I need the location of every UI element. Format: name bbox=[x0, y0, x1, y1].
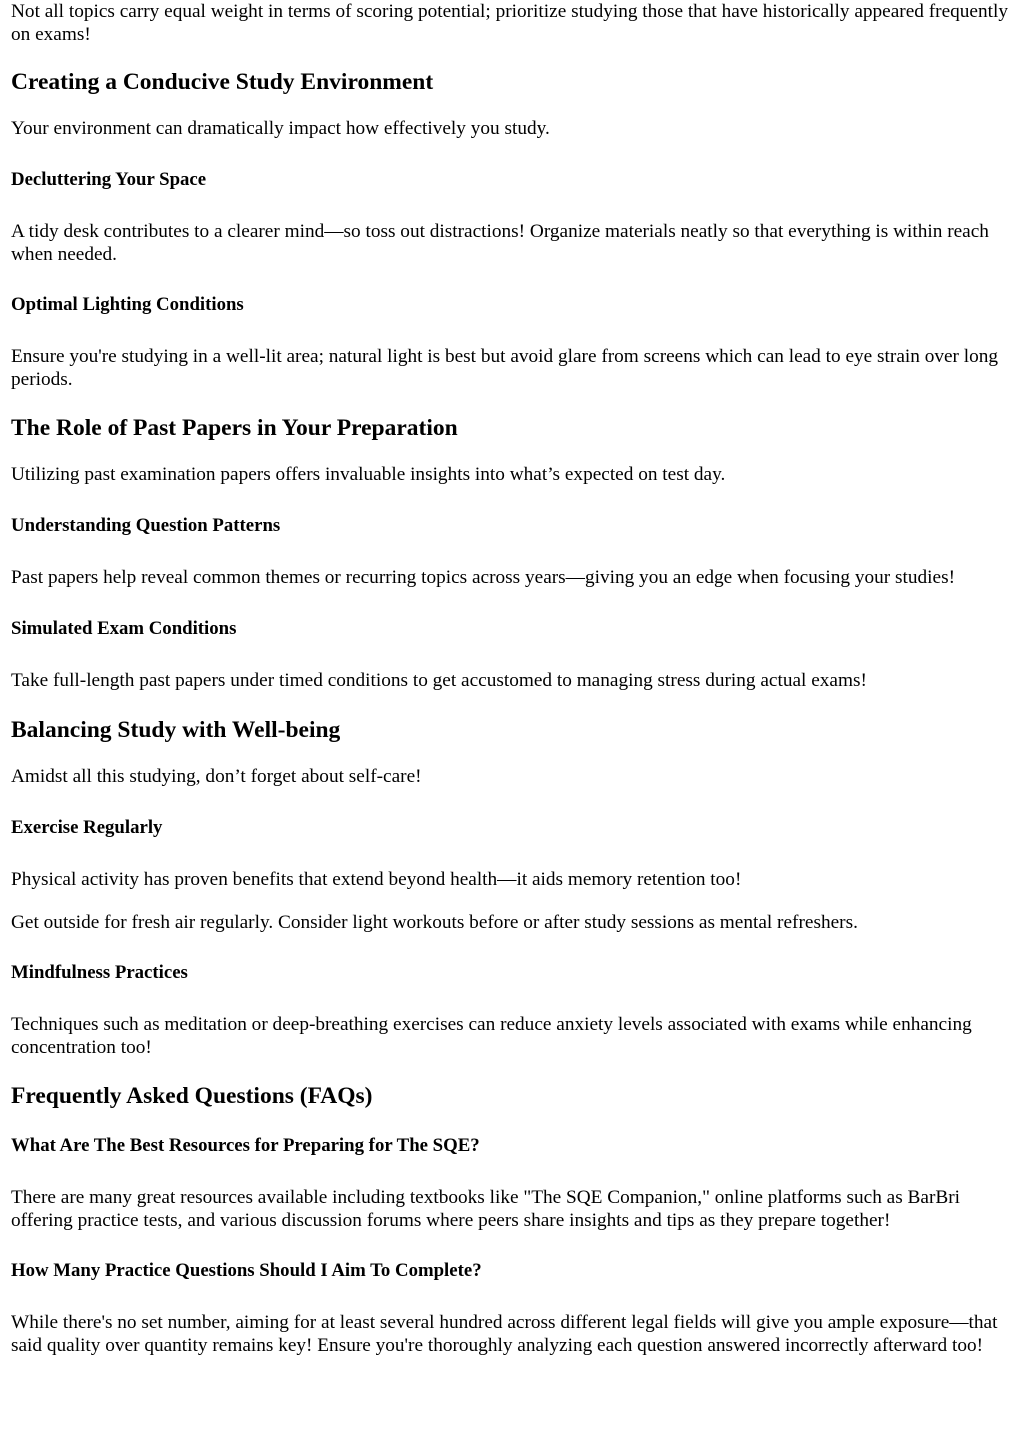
faq-question-practice-count: How Many Practice Questions Should I Aim To Complete? bbox=[11, 1260, 482, 1281]
paragraph-lighting: Ensure you're studying in a well-lit area; natural light is best but avoid glare from screens which can lead to eye strain over long periods. bbox=[11, 346, 999, 390]
subheading-question-patterns: Understanding Question Patterns bbox=[11, 515, 281, 536]
paragraph-decluttering: A tidy desk contributes to a clearer mind—so toss out distractions! Organize materials neatly so that everything is within reach when needed. bbox=[11, 221, 989, 265]
paragraph-question-patterns: Past papers help reveal common themes or recurring topics across years—giving you an edge when focusing your studies! bbox=[11, 567, 955, 588]
paragraph-exercise-1: Physical activity has proven benefits that extend beyond health—it aids memory retention too! bbox=[11, 869, 742, 890]
paragraph-simulated-exam: Take full-length past papers under timed conditions to get accustomed to managing stress during actual exams! bbox=[11, 670, 867, 691]
faq-answer-practice-count: While there's no set number, aiming for at least several hundred across different legal fields will give you ample exposure—that said quality over quantity remains key! Ensure you're thoroughly analyzing each question answered incorrectly afterward too! bbox=[11, 1312, 998, 1356]
paragraph-exercise-2: Get outside for fresh air regularly. Consider light workouts before or after study sessions as mental refreshers. bbox=[11, 912, 858, 933]
subheading-simulated-exam: Simulated Exam Conditions bbox=[11, 618, 237, 639]
section-heading-past-papers: The Role of Past Papers in Your Preparation bbox=[11, 415, 458, 441]
section-heading-well-being: Balancing Study with Well-being bbox=[11, 717, 341, 743]
faq-answer-resources: There are many great resources available including textbooks like "The SQE Companion," online platforms such as BarBri offering practice tests, and various discussion forums where peers share insights and tips as they prepare together! bbox=[11, 1187, 961, 1231]
intro-paragraph: Not all topics carry equal weight in terms of scoring potential; prioritize studying those that have historically appeared frequently on exams! bbox=[11, 1, 1008, 45]
section-intro-well-being: Amidst all this studying, don’t forget about self-care! bbox=[11, 766, 422, 787]
subheading-mindfulness: Mindfulness Practices bbox=[11, 962, 188, 983]
section-intro-study-environment: Your environment can dramatically impact how effectively you study. bbox=[11, 118, 550, 139]
faq-question-resources: What Are The Best Resources for Preparing for The SQE? bbox=[11, 1135, 480, 1156]
section-heading-study-environment: Creating a Conducive Study Environment bbox=[11, 69, 434, 95]
section-heading-faqs: Frequently Asked Questions (FAQs) bbox=[11, 1083, 373, 1109]
subheading-exercise: Exercise Regularly bbox=[11, 817, 163, 838]
section-intro-past-papers: Utilizing past examination papers offers invaluable insights into what’s expected on test day. bbox=[11, 464, 726, 485]
subheading-lighting: Optimal Lighting Conditions bbox=[11, 294, 244, 315]
paragraph-mindfulness: Techniques such as meditation or deep-breathing exercises can reduce anxiety levels associated with exams while enhancing concentration too! bbox=[11, 1014, 972, 1058]
subheading-decluttering: Decluttering Your Space bbox=[11, 169, 207, 190]
